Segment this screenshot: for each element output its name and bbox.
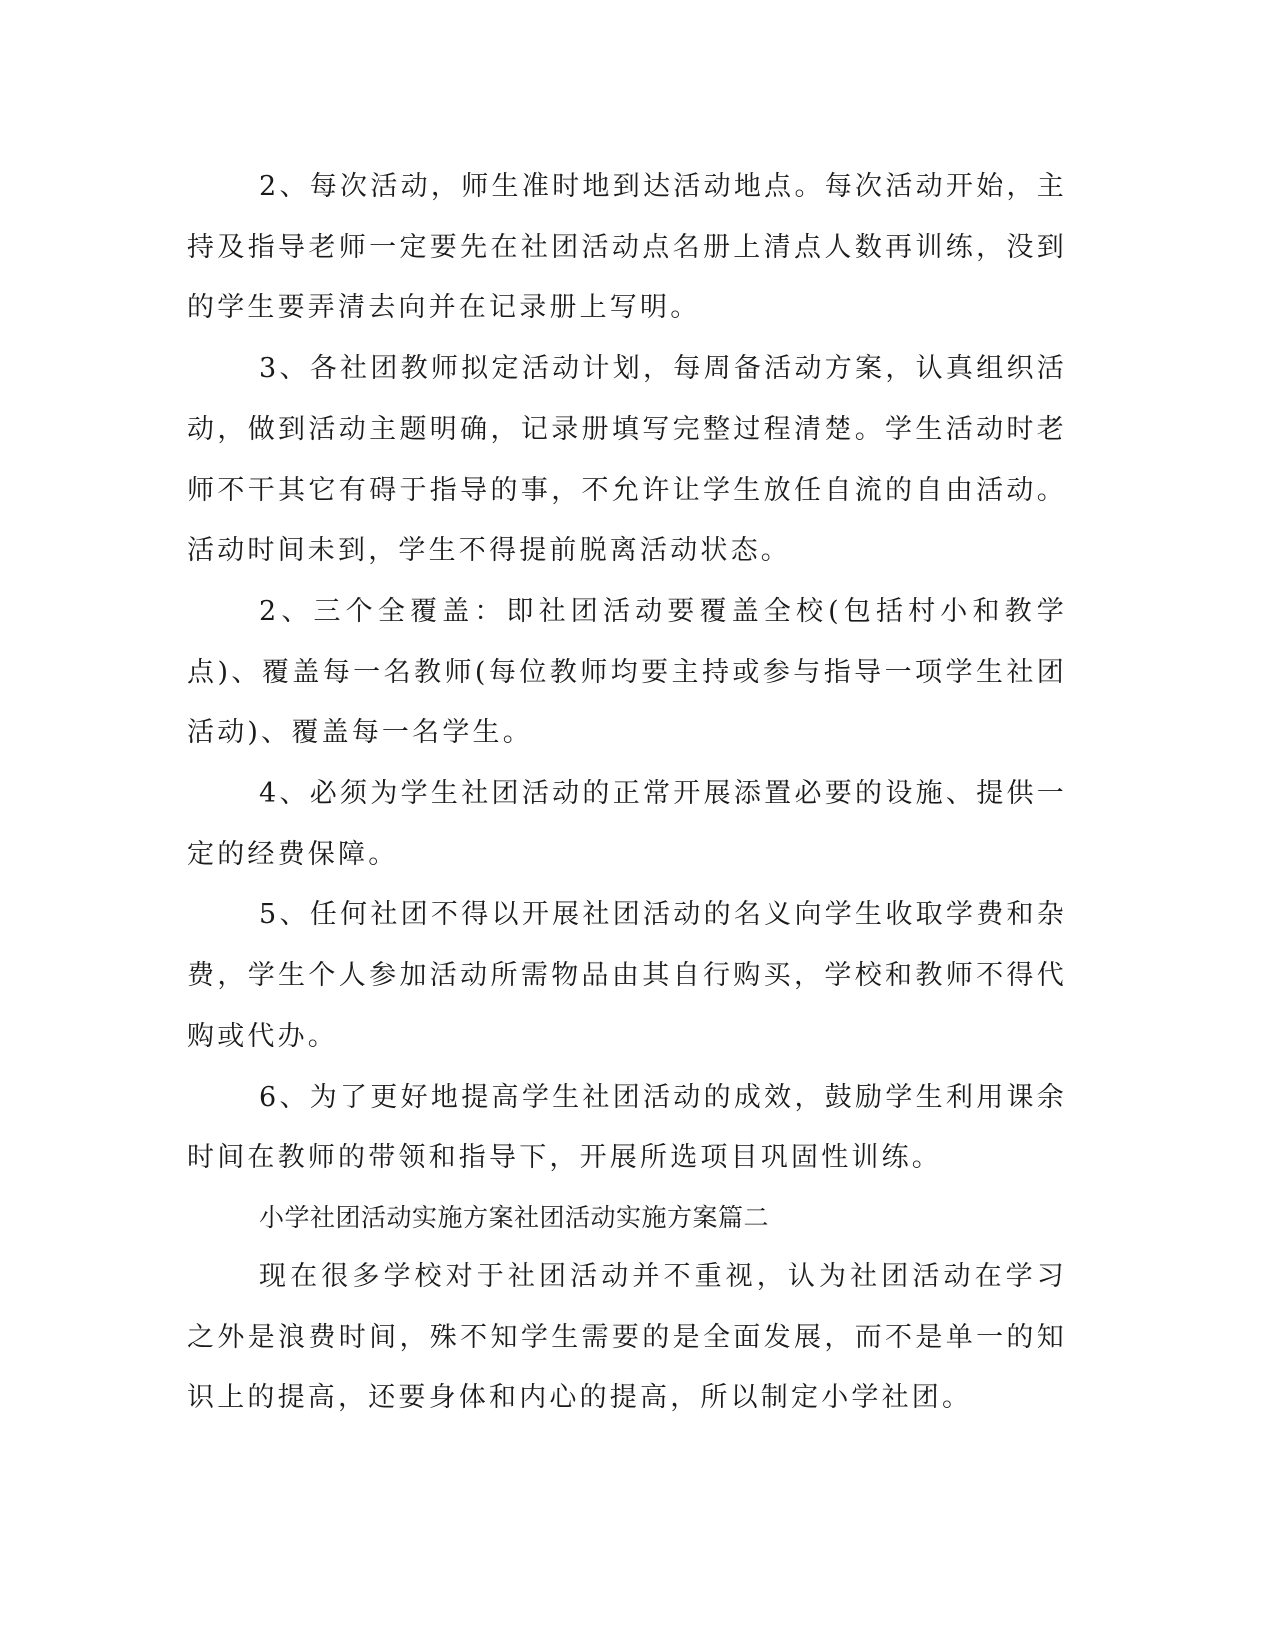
paragraph-2-attendance: 2、每次活动，师生准时地到达活动地点。每次活动开始，主持及指导老师一定要先在社团活动点名册上清点人数再训练，没到的学生要弄清去向并在记录册上写明。 — [187, 171, 1067, 324]
paragraph-3-activity-plan: 3、各社团教师拟定活动计划，每周备活动方案，认真组织活动，做到活动主题明确，记录册填写完整过程清楚。学生活动时老师不干其它有碍于指导的事，不允许让学生放任自流的自由活动。活动时间未到，学生不得提前脱离活动状态。 — [187, 353, 1067, 567]
paragraph-2-full-coverage: 2、三个全覆盖：即社团活动要覆盖全校(包括村小和教学点)、覆盖每一名教师(每位教师均要主持或参与指导一项学生社团活动)、覆盖每一名学生。 — [187, 595, 1067, 749]
paragraph-6-training: 6、为了更好地提高学生社团活动的成效，鼓励学生利用课余时间在教师的带领和指导下，开展所选项目巩固性训练。 — [187, 1081, 1067, 1174]
paragraph-closing: 现在很多学校对于社团活动并不重视，认为社团活动在学习之外是浪费时间，殊不知学生需要的是全面发展，而不是单一的知识上的提高，还要身体和内心的提高，所以制定小学社团。 — [187, 1260, 1067, 1414]
paragraph-4-facilities: 4、必须为学生社团活动的正常开展添置必要的设施、提供一定的经费保障。 — [187, 778, 1067, 870]
paragraph-5-fees: 5、任何社团不得以开展社团活动的名义向学生收取学费和杂费，学生个人参加活动所需物品由其自行购买，学校和教师不得代购或代办。 — [187, 899, 1067, 1052]
section-heading: 小学社团活动实施方案社团活动实施方案篇二 — [259, 1202, 770, 1232]
document-body — [187, 157, 1067, 1429]
